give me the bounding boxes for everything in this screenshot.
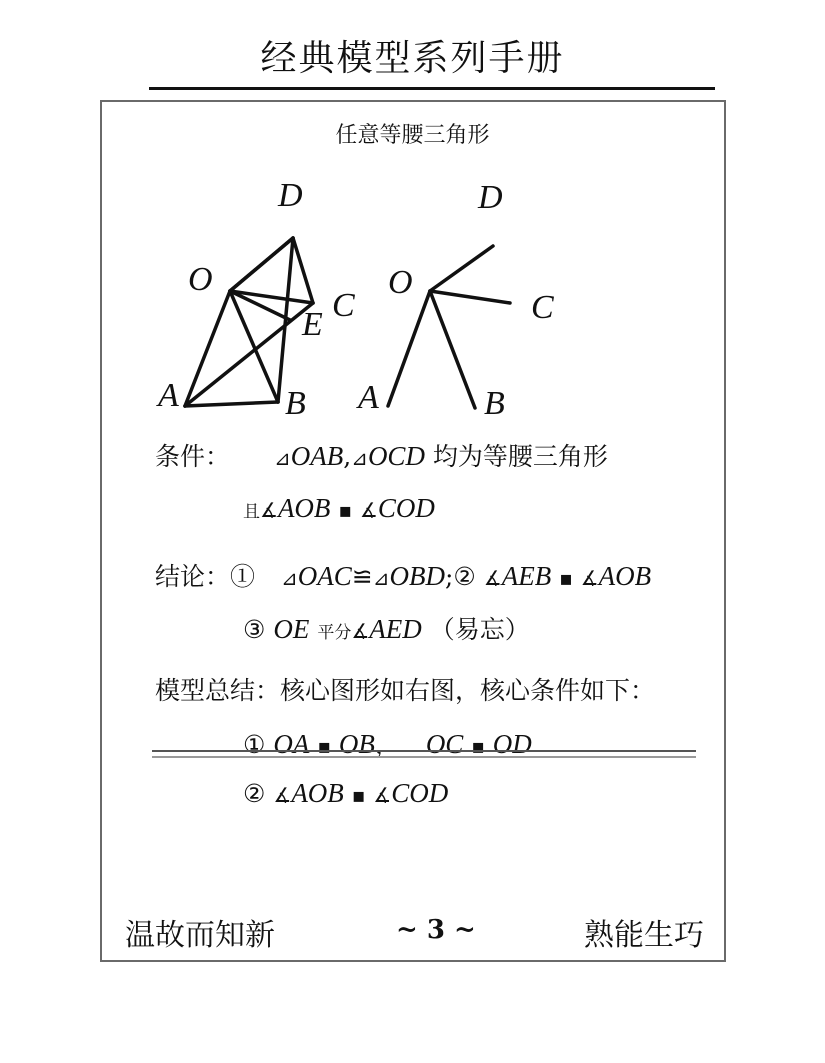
condition-text: 均为等腰三角形 <box>432 442 608 471</box>
label-left-D: D <box>278 177 303 214</box>
item-number: ② <box>243 779 266 808</box>
segment-oc: OC <box>425 729 464 759</box>
label-right-A: A <box>358 379 379 416</box>
angle-icon: ∡ <box>260 498 278 522</box>
angle-icon: ∡ <box>580 566 599 590</box>
label-left-E: E <box>302 306 323 343</box>
label-left-A: A <box>158 377 179 414</box>
triangle-icon: ⊿ <box>273 446 291 470</box>
angle-icon: ∡ <box>483 566 502 590</box>
separator: ; <box>444 562 454 591</box>
triangle-ocd: OCD <box>367 441 425 471</box>
header-rule <box>149 87 715 90</box>
geometry-figure <box>150 168 570 428</box>
angle-icon: ∡ <box>273 783 292 807</box>
item-number: ① <box>243 730 266 759</box>
easy-forget-note: （易忘） <box>429 615 530 644</box>
separator: , <box>343 442 352 471</box>
congruent-symbol: ≌ <box>351 562 373 591</box>
page-number: ~ 3 ~ <box>396 915 476 945</box>
condition-label: 条件： <box>155 442 231 471</box>
label-left-O: O <box>188 261 213 298</box>
footer-left-motto: 温故而知新 <box>125 918 275 953</box>
conclusion-line-2 <box>243 610 530 646</box>
equal-icon: ▪ <box>351 783 366 807</box>
label-right-D: D <box>478 179 503 216</box>
triangle-oab: OAB <box>290 441 344 471</box>
label-left-C: C <box>332 287 355 324</box>
triangle-icon: ⊿ <box>280 566 298 590</box>
equal-icon: ▪ <box>559 566 573 590</box>
item-number: ③ <box>243 615 266 644</box>
angle-aob: AOB <box>598 561 652 591</box>
footer-right-motto: 熟能生巧 <box>584 918 704 953</box>
triangle-icon: ⊿ <box>351 446 368 470</box>
triangle-icon: ⊿ <box>372 566 390 590</box>
angle-cod: COD <box>391 778 449 808</box>
segment-oe: OE <box>273 614 310 644</box>
angle-icon: ∡ <box>359 498 378 522</box>
triangle-obd: OBD <box>389 561 445 591</box>
condition-prefix: 且 <box>243 502 260 522</box>
summary-text: 模型总结：核心图形如右图，核心条件如下： <box>155 676 656 705</box>
conclusion-label: 结论： <box>155 562 231 591</box>
label-right-O: O <box>388 264 413 301</box>
strike-rule <box>152 750 696 758</box>
segment-ob: OB <box>338 729 375 759</box>
item-number: ② <box>453 562 476 591</box>
conclusion-line-1 <box>155 557 651 593</box>
angle-aeb: AEB <box>501 561 552 591</box>
label-left-B: B <box>285 385 306 422</box>
condition-line-1 <box>155 437 608 473</box>
angle-aob: AOB <box>277 493 331 523</box>
angle-cod: COD <box>377 493 435 523</box>
angle-aed: AED <box>369 614 422 644</box>
section-title: 任意等腰三角形 <box>335 123 490 148</box>
equal-icon: ▪ <box>471 734 485 758</box>
separator: ， <box>374 730 400 759</box>
angle-icon: ∡ <box>351 619 370 643</box>
bisects-text: 平分 <box>317 623 352 643</box>
segment-oa: OA <box>273 729 310 759</box>
summary-item-2 <box>243 778 448 809</box>
label-right-C: C <box>531 289 554 326</box>
equal-icon: ▪ <box>317 734 331 758</box>
segment-od: OD <box>492 729 532 759</box>
condition-line-2 <box>243 493 435 524</box>
angle-aob: AOB <box>291 778 344 808</box>
triangle-oac: OAC <box>297 561 352 591</box>
item-number: ① <box>230 562 256 591</box>
angle-icon: ∡ <box>373 783 392 807</box>
equal-icon: ▪ <box>338 498 352 522</box>
page-header-title: 经典模型系列手册 <box>260 38 565 79</box>
label-right-B: B <box>484 385 505 422</box>
